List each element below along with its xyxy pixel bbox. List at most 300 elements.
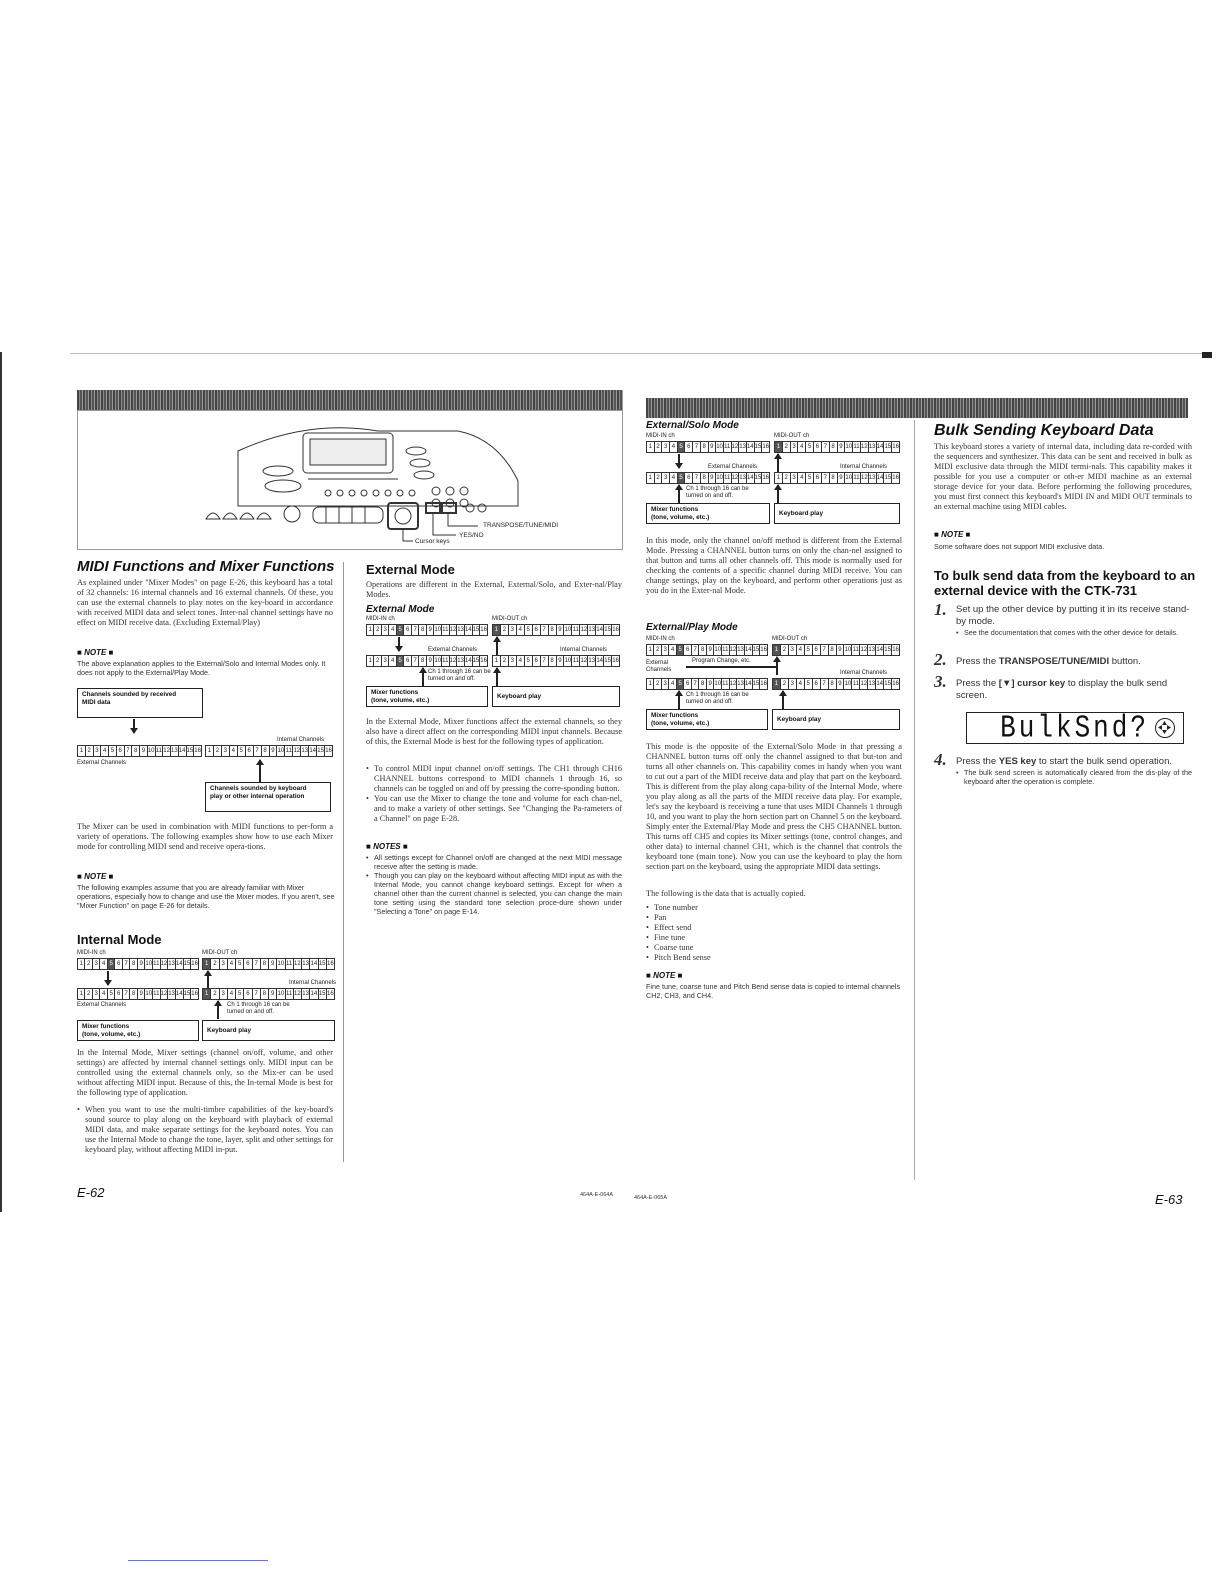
- mixer-functions-label: Mixer functions: [651, 712, 699, 719]
- bulk-send-intro: This keyboard stores a variety of internal data, including data re-corded with the sequencers and synthesizer. This data can be sent and received in bulk as MIDI exclusive data through the MIDI termi-nals. This capability makes it possible for you use a computer or oth-er MIDI machine as an external storage device for your data. Before performing the following procedures, you must first connect this keyboard's MIDI IN and MIDI OUT terminals to an external machine using MIDI cables.: [934, 442, 1192, 511]
- internal-mode-diagram: [77, 950, 337, 1042]
- channels-label: Channels: [646, 667, 672, 673]
- channel-cell: 3: [509, 656, 517, 666]
- channel-cell: 2: [501, 656, 509, 666]
- step-3-post: to display the bulk send screen.: [956, 678, 1168, 701]
- list-item: • Though you can play on the keyboard without affecting MIDI input as with the Internal Mode, you cannot change keyboard settings. Except for when a channel other than the current channel is selected, you can change the main tone setting using the standard tone selection proce-dure shown under "Selecting a Tone" on page E-14.: [366, 871, 622, 916]
- channel-cell: 9: [838, 442, 846, 452]
- step-1: [956, 604, 1192, 637]
- channel-cell: 8: [699, 679, 706, 689]
- channel-cell: 16: [327, 991, 334, 997]
- channel-cell: 5: [678, 473, 686, 483]
- internal-mode-text: In the Internal Mode, Mixer settings (channel on/off, volume, and other settings) are affected by internal channel settings only. MIDI input can be controlled using the external channels only, so the Mix-er can be used without affecting MIDI input. Because of this, the In-ternal Mode is best for the following type of application.: [77, 1048, 333, 1097]
- channel-cell: 2: [654, 645, 661, 655]
- channel-cell: 1: [647, 679, 654, 689]
- midi-out-label: MIDI-OUT ch: [492, 616, 528, 622]
- channel-cell: 5: [677, 679, 684, 689]
- channel-cell: 3: [662, 645, 669, 655]
- midi-out-label: MIDI-OUT ch: [774, 433, 810, 439]
- external-solo-title: External/Solo Mode: [646, 420, 739, 431]
- keyboard-play-box: [202, 1020, 335, 1041]
- channel-cell: 3: [509, 625, 517, 635]
- left-intro-text: As explained under "Mixer Modes" on page E-26, this keyboard has a total of 32 channels: 16 internal channels and 16 external channels. Of these, you can use the external channels to play notes on the key-board in accordance with received MIDI data and select tones. Inter-nal channel settings have no effect on MIDI receive data. (Excluding External/Play): [77, 578, 333, 627]
- midi-out-row: [202, 958, 335, 970]
- channel-cell: 14: [310, 991, 318, 997]
- channel-cell: 6: [814, 442, 822, 452]
- arrow-up: [496, 637, 498, 655]
- toggle-label-a: Ch 1 through 16 can be: [686, 692, 749, 698]
- channel-cell: 14: [876, 444, 884, 450]
- channel-cell: 7: [254, 746, 262, 756]
- channel-cell: 13: [168, 991, 175, 997]
- channel-cell: 6: [244, 989, 252, 999]
- lcd-display: [966, 712, 1184, 744]
- channel-cell: 2: [214, 746, 222, 756]
- channel-cell: 4: [517, 656, 525, 666]
- arrow-up: [496, 668, 498, 686]
- toggle-label-a: Ch 1 through 16 can be: [227, 1002, 290, 1008]
- channel-cell: 8: [829, 679, 837, 689]
- channel-cell: 3: [94, 746, 102, 756]
- channel-cell: 2: [781, 679, 789, 689]
- right-note-head-text: NOTE: [941, 530, 964, 539]
- channel-cell: 1: [647, 442, 655, 452]
- channel-cell: 1: [647, 473, 655, 483]
- channel-cell: 8: [130, 959, 137, 969]
- tone-volume-label: (tone, volume, etc.): [651, 514, 710, 521]
- channel-cell: 8: [830, 442, 838, 452]
- channel-cell: 2: [655, 473, 663, 483]
- internal-channel-row: [202, 988, 335, 1000]
- channel-cell: 12: [294, 961, 301, 967]
- channel-cell: 3: [791, 442, 799, 452]
- step-number-3: 3.: [934, 672, 947, 691]
- channel-cell: 7: [821, 645, 829, 655]
- channel-cell: 12: [861, 475, 868, 481]
- channel-cell: 10: [716, 444, 723, 450]
- channel-cell: 13: [868, 444, 876, 450]
- channel-cell: 4: [100, 959, 107, 969]
- arrow-down: [398, 637, 400, 651]
- channel-cell: 7: [821, 679, 829, 689]
- channel-cell: 3: [220, 989, 228, 999]
- channel-cell: 11: [285, 748, 292, 754]
- channel-cell: 9: [270, 746, 278, 756]
- channel-cell: 11: [155, 748, 162, 754]
- channel-cell: 5: [806, 473, 814, 483]
- channel-cell: 4: [228, 959, 236, 969]
- list-item: • Pitch Bend sense: [646, 953, 846, 963]
- channel-cell: 7: [693, 442, 701, 452]
- mixer-functions-box: [646, 709, 768, 730]
- channel-cell: 12: [163, 748, 170, 754]
- channel-cell: 14: [596, 658, 603, 664]
- channel-cell: 9: [709, 473, 717, 483]
- keyboard-play-box: [774, 503, 900, 524]
- channel-cell: 15: [754, 475, 762, 481]
- midi-out-label: MIDI-OUT ch: [202, 950, 238, 956]
- channel-cell: 5: [109, 746, 117, 756]
- channel-cell: 1: [775, 442, 783, 452]
- arrow-down: [678, 454, 680, 468]
- list-item: • You can use the Mixer to change the tone and volume for each chan-nel, and to make a variety of other settings. See "Changing the Pa-rameters of a Channel" on page E-28.: [366, 794, 622, 824]
- list-item: • When you want to use the multi-timbre capabilities of the key-board's sound source to play along on the keyboard with playback of external MIDI data, and make separate settings for the keyboard notes. You can use the Internal Mode to change the tone, layer, split and other settings for keyboard play, without affecting MIDI in-put.: [77, 1105, 333, 1155]
- channel-cell: 16: [892, 647, 899, 653]
- external-play-title: External/Play Mode: [646, 622, 738, 633]
- step-number-1: 1.: [934, 600, 947, 619]
- channel-cell: 8: [262, 746, 270, 756]
- list-item: • Tone number: [646, 903, 846, 913]
- external-mode-title: External Mode: [366, 562, 455, 577]
- yesno-label: YES/NO: [459, 532, 484, 539]
- external-label: External: [646, 660, 669, 666]
- channel-cell: 3: [789, 645, 797, 655]
- channel-cell: 6: [684, 645, 691, 655]
- channel-cell: 15: [752, 647, 760, 653]
- external-channel-row: [646, 472, 770, 484]
- channel-cell: 10: [845, 444, 853, 450]
- channel-cell: 8: [419, 656, 426, 666]
- channel-cell: 9: [557, 656, 565, 666]
- channel-cell: 6: [244, 959, 252, 969]
- channel-cell: 16: [762, 475, 769, 481]
- channel-cell: 9: [269, 959, 277, 969]
- channel-cell: 3: [93, 959, 100, 969]
- channel-cell: 6: [115, 989, 122, 999]
- channel-cell: 2: [211, 989, 219, 999]
- channel-cell: 16: [191, 991, 198, 997]
- left-note2-heading: ■ NOTE ■: [77, 872, 114, 881]
- channel-cell: 8: [549, 625, 557, 635]
- channel-cell: 8: [419, 625, 426, 635]
- channel-cell: 14: [876, 475, 884, 481]
- internal-bullet-list: [77, 1105, 333, 1155]
- channel-cell: 12: [160, 991, 168, 997]
- midi-in-label: MIDI-IN ch: [646, 636, 675, 642]
- channel-cell: 16: [612, 658, 619, 664]
- channel-cell: 12: [861, 444, 868, 450]
- channel-cell: 14: [464, 658, 472, 664]
- channel-cell: 7: [822, 473, 830, 483]
- channel-cell: 1: [203, 959, 211, 969]
- step-3-key: [▼] cursor key: [998, 678, 1066, 689]
- channel-cell: 12: [729, 681, 737, 687]
- channel-cell: 12: [731, 475, 739, 481]
- channel-cell: 13: [739, 475, 746, 481]
- left-note2-head-text: NOTE: [84, 872, 107, 881]
- arrow-up: [678, 691, 680, 709]
- midi-in-label: MIDI-IN ch: [646, 433, 675, 439]
- keyboard-channels-box: [205, 782, 331, 812]
- left-note1-head-text: NOTE: [84, 648, 107, 657]
- channel-cell: 15: [472, 627, 480, 633]
- channel-cell: 10: [145, 991, 153, 997]
- channel-cell: 2: [655, 442, 663, 452]
- arrow-down: [133, 719, 135, 733]
- midi-in-label: MIDI-IN ch: [77, 950, 106, 956]
- channel-cell: 11: [286, 961, 293, 967]
- external-channels-label: External Channels: [428, 647, 478, 653]
- channel-cell: 4: [101, 746, 109, 756]
- internal-channel-row: [205, 745, 333, 757]
- step-4-sub: [956, 768, 1192, 786]
- channel-cell: 5: [236, 959, 244, 969]
- channel-cell: 15: [884, 444, 892, 450]
- channel-cell: 4: [798, 442, 806, 452]
- keyboard-play-label: Keyboard play: [779, 510, 824, 517]
- right-mid-note-heading: ■ NOTE ■: [646, 971, 683, 980]
- list-item: • The bulk send screen is automatically cleared from the dis-play of the keyboard after the operation is complete.: [956, 768, 1192, 786]
- channel-cell: 9: [557, 625, 565, 635]
- list-item: • All settings except for Channel on/off are changed at the next MIDI message receive after the setting is made.: [366, 853, 622, 871]
- channel-cell: 10: [147, 748, 155, 754]
- list-item: • See the documentation that comes with the other device for details.: [956, 628, 1192, 637]
- keyboard-panel-drawing: [78, 411, 624, 551]
- channel-cell: 14: [596, 627, 603, 633]
- channel-cell: 10: [716, 475, 723, 481]
- channel-cell: 13: [737, 681, 744, 687]
- channel-cell: 2: [501, 625, 509, 635]
- step-2-key: TRANSPOSE/TUNE/MIDI: [998, 656, 1110, 667]
- channel-cell: 14: [178, 748, 186, 754]
- channel-cell: 13: [302, 991, 309, 997]
- step-2-post: button.: [1109, 656, 1141, 667]
- channel-cell: 11: [572, 627, 579, 633]
- step-number-2: 2.: [934, 650, 947, 669]
- channel-cell: 2: [85, 989, 92, 999]
- channel-cell: 7: [253, 959, 261, 969]
- channel-cell: 6: [685, 473, 693, 483]
- channel-cell: 9: [707, 645, 714, 655]
- channel-cell: 3: [662, 473, 670, 483]
- channel-cell: 13: [588, 627, 596, 633]
- channel-cell: 13: [588, 658, 596, 664]
- scan-line: [70, 353, 1210, 354]
- header-band-left: [77, 390, 623, 410]
- middle-notes-head-text: NOTES: [373, 842, 401, 851]
- channel-cell: 15: [183, 991, 191, 997]
- channel-cell: 9: [427, 625, 434, 635]
- channel-cell: 15: [183, 961, 191, 967]
- channel-cell: 2: [86, 746, 94, 756]
- channel-cell: 8: [261, 959, 269, 969]
- mixer-functions-box: [646, 503, 770, 524]
- list-item: • Fine tune: [646, 933, 846, 943]
- channel-cell: 4: [670, 442, 678, 452]
- mixer-text: The Mixer can be used in combination with MIDI functions to per-form a variety of operations. The following examples show how to use each Mixer mode for controlling MIDI send and receive opera-tions.: [77, 822, 333, 851]
- keyboard-panel-illustration: [77, 410, 623, 550]
- channel-cell: 10: [277, 961, 285, 967]
- channel-cell: 9: [427, 656, 434, 666]
- channel-cell: 5: [805, 679, 813, 689]
- channel-cell: 5: [108, 959, 115, 969]
- channel-cell: 7: [123, 989, 130, 999]
- channel-cell: 7: [412, 656, 419, 666]
- external-mode-diagram: [366, 616, 622, 708]
- keyboard-play-box: [492, 686, 620, 707]
- midi-out-row: [772, 644, 900, 656]
- channel-cell: 8: [132, 746, 140, 756]
- mixer-functions-label: Mixer functions: [371, 689, 419, 696]
- channel-cell: 3: [662, 442, 670, 452]
- midi-out-row: [774, 441, 900, 453]
- channel-cell: 16: [892, 681, 899, 687]
- mixer-functions-box: [366, 686, 488, 707]
- channel-cell: 8: [699, 645, 706, 655]
- external-solo-text: In this mode, only the channel on/off method is different from the External Mode. Pressing a CHANNEL button turns on only the chan-nel assigned to that button and turns all other channels off. This mode is normally used for checking the contents of a specific channel during MIDI receive. You can change settings, play on the keyboard, and perform other operations just as you do in the Exter-nal Mode.: [646, 536, 902, 595]
- channel-cell: 14: [309, 748, 316, 754]
- step-4-post: to start the bulk send operation.: [1036, 756, 1173, 767]
- channel-cell: 13: [868, 475, 876, 481]
- channel-cell: 4: [100, 989, 107, 999]
- toggle-label-b: turned on and off.: [686, 493, 733, 499]
- arrow-up: [777, 454, 779, 472]
- channel-cell: 1: [78, 989, 85, 999]
- channel-cell: 4: [230, 746, 238, 756]
- midi-in-row: [646, 441, 770, 453]
- channel-cell: 5: [678, 442, 686, 452]
- channel-cell: 1: [206, 746, 214, 756]
- keyboard-play-label: Keyboard play: [207, 1027, 252, 1034]
- external-mode-intro: Operations are different in the External, External/Solo, and Exter-nal/Play Modes.: [366, 580, 622, 599]
- channel-cell: 14: [744, 647, 752, 653]
- channel-cell: 9: [837, 645, 845, 655]
- channel-cell: 7: [692, 645, 699, 655]
- channel-cell: 3: [382, 656, 389, 666]
- channel-cell: 4: [669, 645, 676, 655]
- arrow-up: [777, 485, 779, 503]
- external-channel-row: [77, 988, 199, 1000]
- channel-cell: 2: [374, 656, 381, 666]
- channel-cell: 5: [236, 989, 244, 999]
- external-mode-subtitle: External Mode: [366, 604, 435, 615]
- channel-cell: 11: [286, 991, 293, 997]
- channel-cell: 6: [115, 959, 122, 969]
- channel-cell: 4: [797, 679, 805, 689]
- channel-cell: 13: [739, 444, 746, 450]
- channel-cell: 16: [194, 748, 201, 754]
- channel-cell: 12: [293, 748, 301, 754]
- channel-cell: 9: [707, 679, 714, 689]
- channel-cell: 6: [533, 656, 541, 666]
- channel-cell: 15: [604, 658, 611, 664]
- channel-cell: 15: [318, 961, 326, 967]
- channel-cell: 1: [78, 746, 86, 756]
- right-note-heading: ■ NOTE ■: [934, 530, 971, 539]
- scan-mark: [1202, 352, 1212, 358]
- channel-cell: 12: [294, 991, 301, 997]
- external-channels-label: External Channels: [708, 464, 758, 470]
- channel-cell: 7: [692, 679, 699, 689]
- channel-cell: 12: [731, 444, 739, 450]
- external-channel-row: [646, 678, 768, 690]
- channel-cell: 10: [434, 658, 442, 664]
- channel-cell: 3: [382, 625, 389, 635]
- channel-cell: 7: [541, 625, 549, 635]
- channel-cell: 11: [852, 681, 859, 687]
- channel-cell: 14: [175, 991, 183, 997]
- step-1-text: Set up the other device by putting it in its receive stand-by mode.: [956, 604, 1190, 627]
- page-number-left: E-62: [77, 1185, 105, 1200]
- channel-cell: 10: [844, 681, 852, 687]
- column-divider: [914, 420, 915, 1180]
- channel-cell: 9: [138, 959, 145, 969]
- channel-cell: 16: [480, 627, 487, 633]
- channel-cell: 10: [564, 627, 572, 633]
- channel-cell: 16: [760, 681, 767, 687]
- channel-cell: 6: [685, 442, 693, 452]
- channel-cell: 10: [277, 991, 285, 997]
- channel-cell: 11: [853, 444, 860, 450]
- channel-cell: 5: [677, 645, 684, 655]
- tone-volume-label: (tone, volume, etc.): [82, 1031, 141, 1038]
- channel-cell: 8: [829, 645, 837, 655]
- arrow-down: [107, 971, 109, 985]
- channel-cell: 5: [805, 645, 813, 655]
- channel-cell: 9: [269, 989, 277, 999]
- left-note1-text: The above explanation applies to the External/Solo and Internal Modes only. It does not apply to the External/Play Mode.: [77, 659, 326, 677]
- channel-cell: 6: [684, 679, 691, 689]
- toggle-label-b: turned on and off.: [686, 699, 733, 705]
- channel-cell: 6: [404, 625, 411, 635]
- channel-cell: 10: [844, 647, 852, 653]
- channel-cell: 13: [868, 681, 876, 687]
- channel-cell: 2: [781, 645, 789, 655]
- channel-cell: 2: [374, 625, 381, 635]
- channel-cell: 10: [845, 475, 853, 481]
- channel-cell: 6: [246, 746, 254, 756]
- channel-cell: 6: [117, 746, 125, 756]
- channel-cell: 4: [389, 656, 396, 666]
- mixer-functions-label: Mixer functions: [82, 1023, 130, 1030]
- section-title-midi-mixer: MIDI Functions and Mixer Functions: [77, 558, 335, 575]
- channel-cell: 9: [837, 679, 845, 689]
- toggle-label-b: turned on and off.: [428, 676, 475, 682]
- internal-channel-row: [772, 678, 900, 690]
- cursor-keys-label: Cursor keys: [415, 538, 450, 545]
- channel-cell: 12: [580, 627, 588, 633]
- step-4-key: YES key: [998, 756, 1037, 767]
- channel-cell: 1: [493, 656, 501, 666]
- midi-in-row: [366, 624, 488, 636]
- channel-cell: 15: [752, 681, 760, 687]
- program-change-label: Program Change, etc.: [692, 658, 751, 664]
- arrow-up: [207, 971, 209, 989]
- channel-cell: 10: [145, 961, 153, 967]
- step-number-4: 4.: [934, 750, 947, 769]
- channel-cell: 7: [693, 473, 701, 483]
- channel-cell: 4: [228, 989, 236, 999]
- channel-cell: 6: [813, 645, 821, 655]
- channel-cell: 15: [186, 748, 194, 754]
- received-label-b: MIDI data: [82, 699, 111, 706]
- list-item: • Pan: [646, 913, 846, 923]
- channel-cell: 14: [746, 475, 754, 481]
- channel-cell: 3: [662, 679, 669, 689]
- channel-cell: 11: [442, 627, 449, 633]
- external-channels-label: External Channels: [77, 1002, 127, 1008]
- channel-cell: 13: [868, 647, 876, 653]
- page-code-right: 464A-E-065A: [634, 1195, 668, 1201]
- channel-cell: 11: [153, 991, 160, 997]
- kb-label-a: Channels sounded by keyboard: [210, 785, 307, 792]
- channel-cell: 11: [722, 681, 729, 687]
- channel-cell: 8: [701, 473, 709, 483]
- bulk-send-title: Bulk Sending Keyboard Data: [934, 422, 1154, 439]
- channel-cell: 4: [798, 473, 806, 483]
- channel-cell: 12: [449, 658, 457, 664]
- channel-cell: 1: [493, 625, 501, 635]
